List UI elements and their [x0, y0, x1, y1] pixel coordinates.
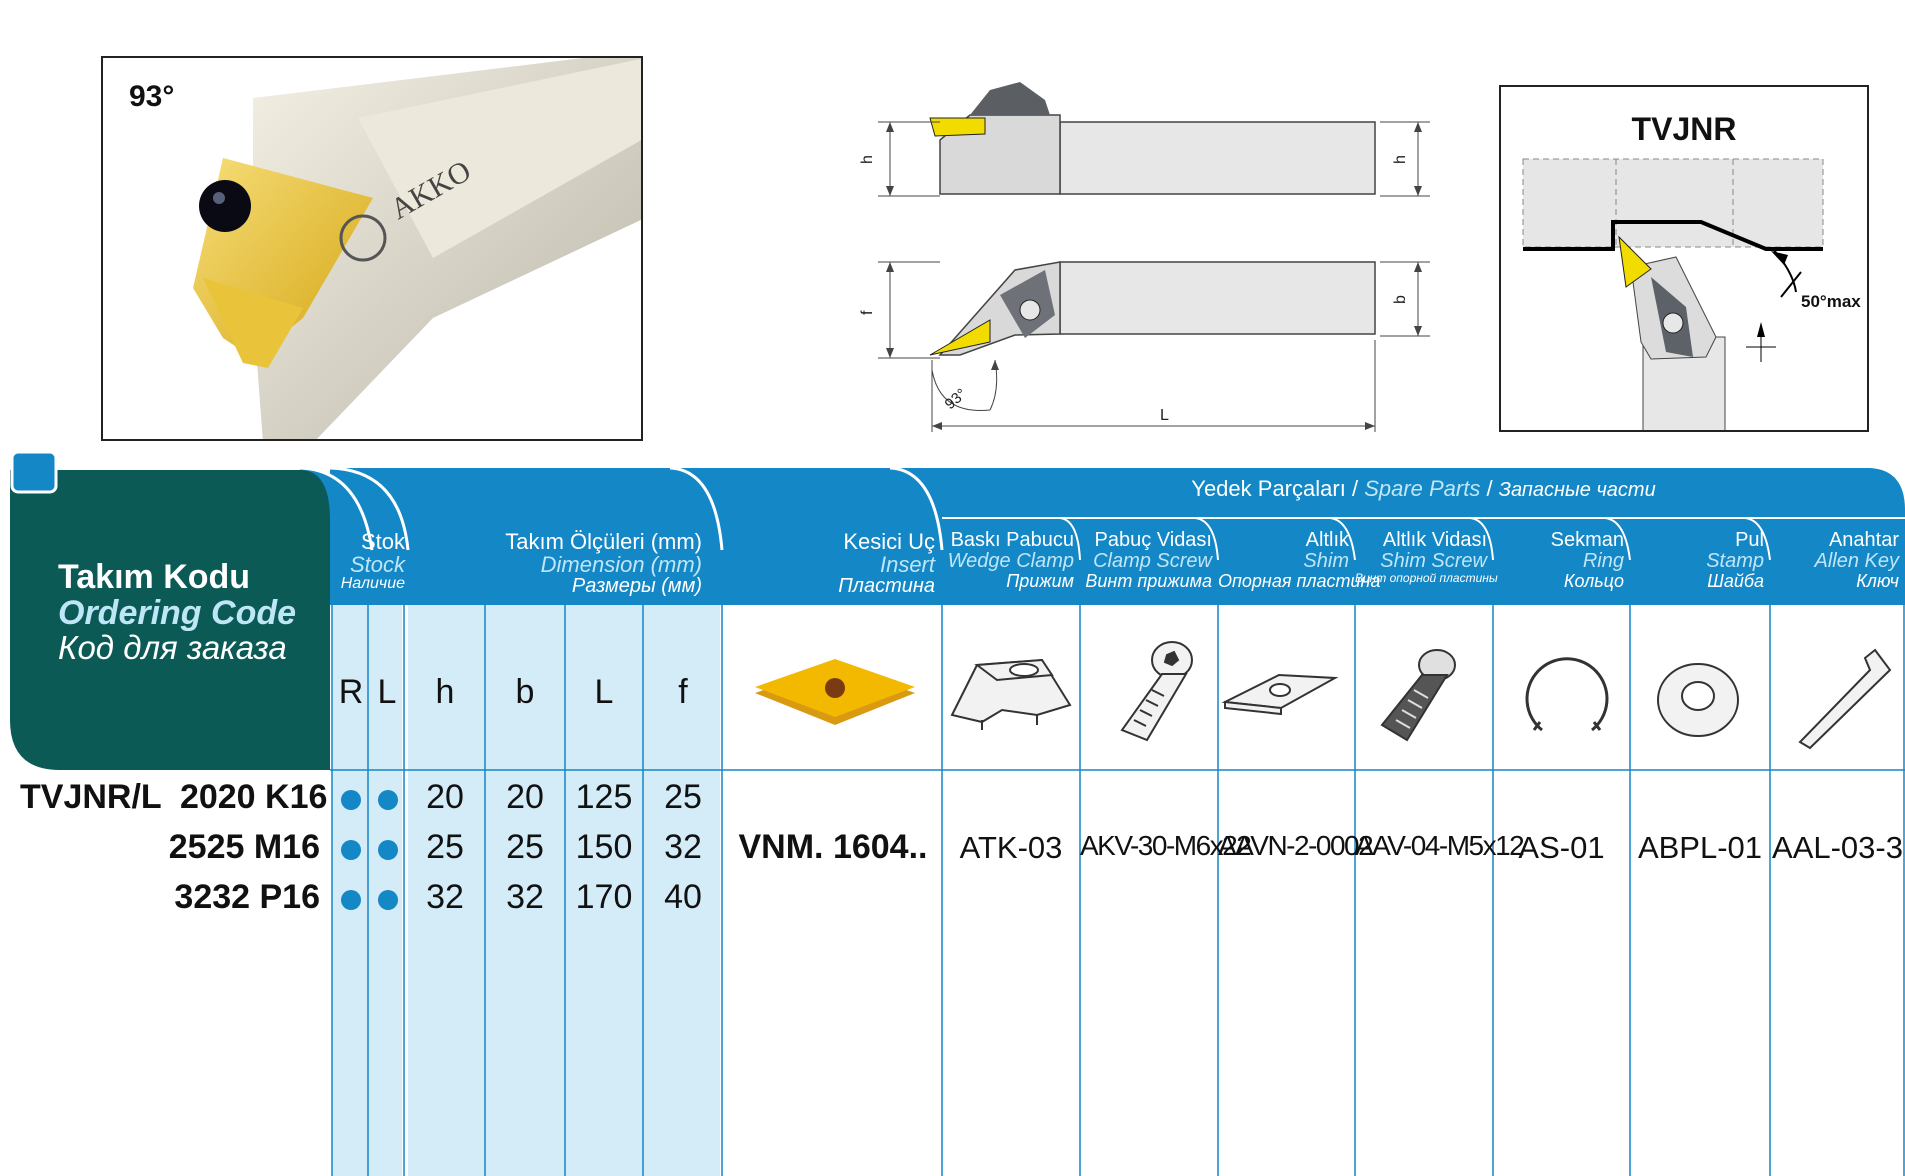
spare-part-code: AKV-30-M6x22: [1080, 830, 1251, 861]
washer-icon: [1658, 664, 1738, 736]
spare-part-header-ru: Опорная пластина: [1218, 571, 1381, 591]
allen-key-icon: [1800, 650, 1890, 748]
stock-tr: Stok: [360, 529, 405, 554]
spare-part-header-tr: Sekman: [1550, 529, 1624, 551]
dim-value-h: 25: [426, 828, 464, 866]
ordering-code-tr: Takım Kodu: [58, 558, 251, 596]
insert-ru: Пластина: [838, 575, 935, 598]
spare-part-code: AAV-04-M5x12: [1355, 830, 1524, 861]
spare-part-header-tr: Pul: [1735, 529, 1764, 551]
shim-icon: [1225, 675, 1335, 714]
spare-part-header-en: Shim: [1303, 550, 1349, 572]
dim-col-f: f: [678, 673, 688, 711]
ordering-code: 2525 M16: [168, 828, 320, 866]
shim-screw-icon: [1382, 650, 1455, 740]
dim-value-f: 25: [664, 778, 702, 816]
dim-value-f: 40: [664, 878, 702, 916]
dimensions-ru: Размеры (мм): [571, 575, 702, 598]
dim-angle: 93°: [941, 385, 970, 414]
dim-value-h: 20: [426, 778, 464, 816]
spare-part-header-en: Wedge Clamp: [947, 550, 1074, 572]
diagram-title: TVJNR: [1631, 111, 1737, 147]
dim-b: b: [1392, 295, 1409, 304]
dimensions-header: [440, 530, 702, 597]
stock-l-label: L: [377, 673, 397, 711]
dim-L: L: [1160, 407, 1169, 424]
spare-parts-tr: Yedek Parçaları: [1191, 476, 1346, 501]
spare-part-header: [1630, 530, 1764, 591]
stock-l-dot: [378, 790, 398, 810]
dim-value-h: 32: [426, 878, 464, 916]
spare-part-header-en: Shim Screw: [1380, 550, 1487, 572]
spare-part-header-en: Clamp Screw: [1093, 550, 1212, 572]
spare-part-header: [1080, 530, 1212, 591]
spare-parts-en: Spare Parts: [1364, 476, 1481, 501]
technical-drawing: [840, 70, 1440, 450]
dim-h-left: h: [859, 155, 876, 164]
ordering-code-ru: Код для заказа: [58, 629, 287, 667]
spare-part-header: [1493, 530, 1624, 591]
insert-icon: [745, 655, 925, 735]
insert-tr: Kesici Uç: [843, 529, 935, 554]
spare-part-header-en: Stamp: [1706, 550, 1764, 572]
spare-part-code: AAVN-2-0002: [1218, 830, 1373, 861]
spare-part-header-tr: Pabuç Vidası: [1094, 529, 1212, 551]
spare-part-header-en: Allen Key: [1814, 550, 1899, 572]
spare-parts-sep: /: [1351, 476, 1359, 501]
tvjnr-diagram: [1499, 85, 1869, 432]
dim-h-right: h: [1392, 155, 1409, 164]
spare-part-header-ru: Шайба: [1707, 571, 1764, 591]
product-photo: [101, 56, 643, 441]
dim-value-L: 150: [575, 828, 633, 866]
dim-col-b: b: [515, 673, 535, 711]
dimensions-tr: Takım Ölçüleri (mm): [505, 529, 702, 554]
dim-f: f: [859, 310, 876, 315]
spare-part-header-ru: Винт опорной пластины: [1355, 571, 1498, 585]
stock-r-dot: [341, 790, 361, 810]
stock-l-dot: [378, 840, 398, 860]
spare-part-header-tr: Altlık: [1305, 529, 1349, 551]
angle-label: 93°: [129, 80, 175, 113]
spare-part-header: [1218, 529, 1381, 591]
clamp-screw-icon: [1122, 642, 1192, 740]
dim-col-L: L: [594, 673, 614, 711]
spare-part-header-ru: Прижим: [1006, 571, 1074, 591]
ordering-code-en: Ordering Code: [58, 593, 297, 632]
spare-parts-ru: Запасные части: [1498, 479, 1656, 501]
insert-code: VNM. 1604..: [738, 828, 928, 866]
insert-header: [760, 530, 935, 597]
ordering-code: TVJNR/L 2020 K16: [20, 778, 328, 816]
ordering-code-header: [58, 560, 296, 666]
spare-part-header-ru: Винт прижима: [1085, 571, 1212, 591]
spare-part-header-tr: Anahtar: [1828, 529, 1899, 551]
dim-value-b: 32: [506, 878, 544, 916]
spare-parts-title: [942, 476, 1905, 502]
stock-en: Stock: [349, 552, 405, 578]
stock-r-dot: [341, 840, 361, 860]
stock-l-dot: [378, 890, 398, 910]
dim-value-L: 170: [575, 878, 633, 916]
wedge-clamp-icon: [952, 660, 1070, 730]
insert-en: Insert: [879, 552, 935, 578]
spare-part-icons: [942, 630, 1905, 770]
dimensions-en: Dimension (mm): [540, 552, 702, 578]
dim-value-b: 25: [506, 828, 544, 866]
spare-part-header-ru: Кольцо: [1563, 571, 1624, 591]
tool-holder-photo: [103, 58, 643, 441]
spare-part-code: AAL-03-3: [1772, 830, 1903, 865]
dim-col-h: h: [435, 673, 455, 711]
stock-r-dot: [341, 890, 361, 910]
dim-value-L: 125: [575, 778, 633, 816]
spare-parts-sep-2: /: [1486, 476, 1493, 501]
dim-value-f: 32: [664, 828, 702, 866]
spare-part-code: ABPL-01: [1637, 830, 1763, 865]
spare-part-header-tr: Baskı Pabucu: [950, 529, 1074, 551]
spare-part-code: ATK-03: [959, 830, 1063, 865]
spare-part-header-ru: Ключ: [1856, 571, 1899, 591]
stock-r-label: R: [338, 673, 364, 711]
brand-text: AKKO: [385, 154, 477, 227]
dim-value-b: 20: [506, 778, 544, 816]
stock-header: [330, 530, 405, 593]
ordering-code: 3232 P16: [174, 878, 320, 916]
stock-ru: Наличие: [340, 575, 405, 593]
spare-part-header: [1770, 530, 1899, 591]
spare-part-header: [1355, 529, 1498, 585]
max-angle-label: 50°max: [1801, 292, 1861, 311]
ring-icon: [1527, 659, 1607, 730]
spare-part-header-en: Ring: [1582, 550, 1624, 572]
spare-part-code: AS-01: [1518, 830, 1605, 865]
spare-part-header-tr: Altlık Vidası: [1382, 529, 1487, 551]
spare-part-header: [942, 530, 1074, 591]
